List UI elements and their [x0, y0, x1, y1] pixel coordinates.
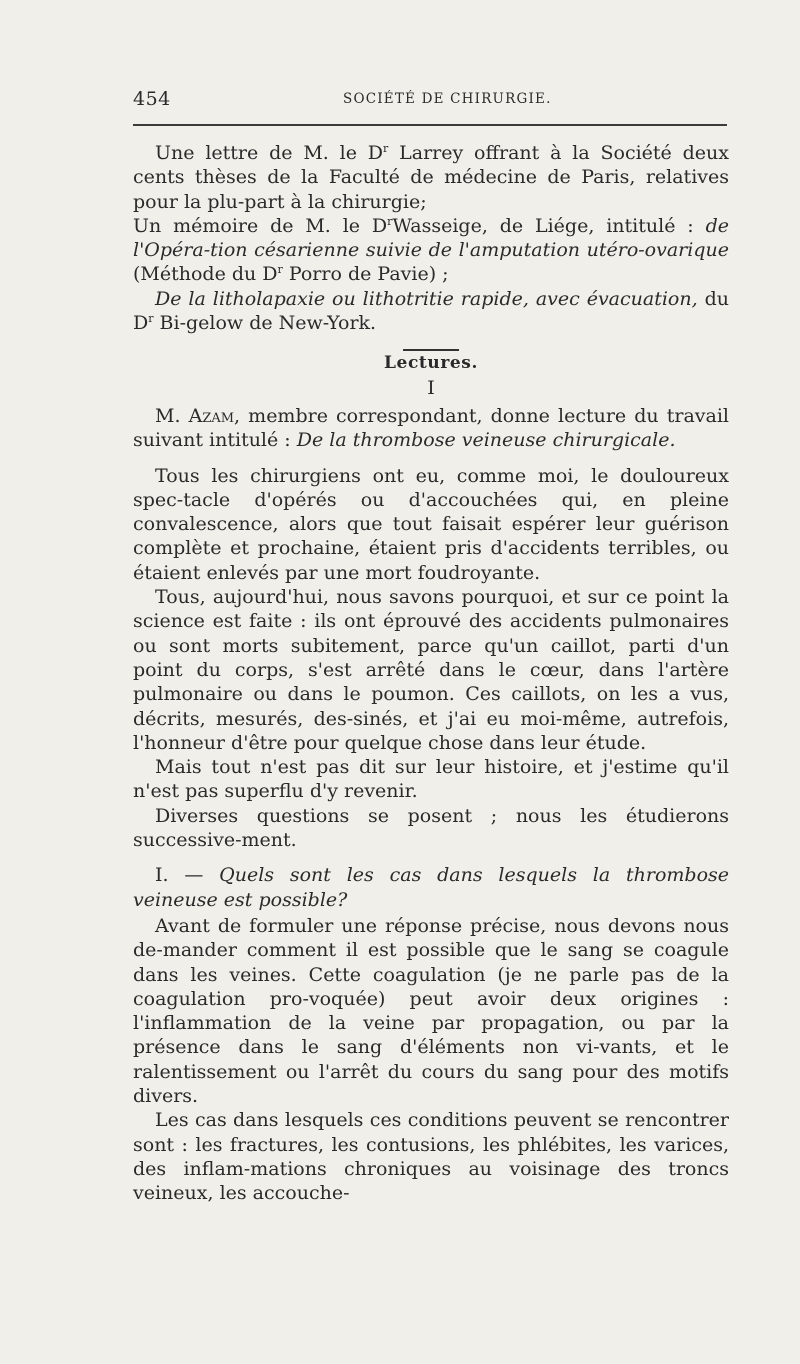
body-text [133, 141, 729, 1205]
work-title: De la thrombose veineuse chirurgicale. [296, 429, 676, 452]
author-name: Azam [188, 404, 235, 427]
section-numeral: I [427, 376, 435, 399]
correspondence-memoir: Un mémoire de M. le $D^rWasseige$, de Liége, intitulé : de l'Opéra-tion césarienne suivie de l'amputation utéro-ovarique (Méthode du $D^r$ Porro de Pavie) ; [133, 214, 729, 286]
paragraph: Diverses questions se posent ; nous les étudierons successive-ment. [133, 804, 729, 852]
header-rule [133, 124, 727, 126]
running-head: SOCIÉTÉ DE CHIRURGIE. [343, 91, 552, 107]
paragraph: Mais tout n'est pas dit sur leur histoire, et j'estime qu'il n'est pas superflu d'y revenir. [133, 756, 729, 803]
paragraph: Les cas dans lesquels ces conditions peuvent se rencontrer sont : les fractures, les contusions, les phlébites, les varices, des inflam-mations chroniques au voisinage des troncs veineux, les accouche- [133, 1109, 729, 1205]
paragraph: Tous les chirurgiens ont eu, comme moi, le douloureux spec-tacle d'opérés ou d'accouchées qui, en pleine convalescence, alors que tout faisait espérer leur guérison complète et prochaine, étaient pris d'accidents terribles, ou étaient enlevés par une mort foudroyante. [133, 464, 729, 584]
section-title: Lectures. [384, 353, 478, 374]
correspondence-letter: Une lettre de M. le $D^r$ Larrey offrant à la Société deux cents thèses de la Faculté de médecine de Paris, relatives pour la plu-part à la chirurgie; [133, 142, 729, 213]
page-number: 454 [133, 88, 171, 110]
page-header [133, 88, 727, 118]
paragraph: Avant de formuler une réponse précise, nous devons nous de-mander comment il est possible que le sang se coagule dans les veines. Cette coagulation (je ne parle pas de la coagulation pro-voquée) peut avoir deux origines : l'inflammation de la veine par propagation, ou par la présence dans le sang d'éléments non vi-vants, et le ralentissement ou l'arrêt du cours du sang pour des motifs divers. [133, 914, 729, 1107]
paragraph: Tous, aujourd'hui, nous savons pourquoi, et sur ce point la science est faite : ils ont éprouvé des accidents pulmonaires ou sont morts subitement, parce qu'un caillot, parti d'un point du corps, s'est arrêté dans le cœur, dans l'artère pulmonaire ou dans le poumon. Ces caillots, on les a vus, décrits, mesurés, des-sinés, et j'ai eu moi-même, autrefois, l'honneur d'être pour quelque chose dans leur étude. [133, 586, 729, 754]
question-heading: I. — Quels sont les cas dans lesquels la thrombose veineuse est possible? [133, 864, 729, 911]
intro-paragraph: M. Azam, membre correspondant, donne lecture du travail suivant intitulé : De la thrombose veineuse chirurgicale. [133, 404, 729, 452]
correspondence-litholapaxie: De la litholapaxie ou lithotritie rapide, avec évacuation, du $D^r$ Bi-gelow de New-York. [133, 287, 729, 335]
